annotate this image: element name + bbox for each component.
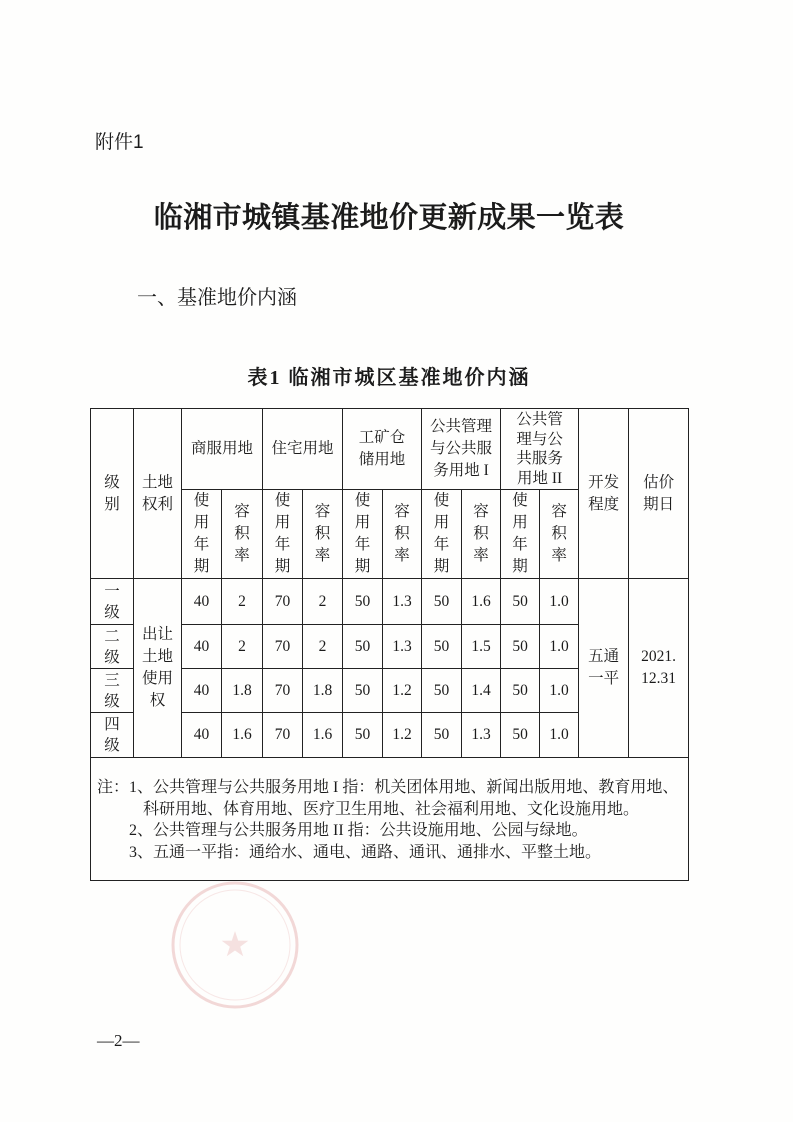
land-price-table — [90, 408, 689, 881]
level-cell: 四 级 — [91, 713, 134, 758]
level-cell: 二 级 — [91, 625, 134, 669]
table-caption: 表1 临湘市城区基准地价内涵 — [247, 367, 531, 389]
header-public-service-land-1: 公共管理 与公共服 务用地 I — [422, 409, 501, 490]
cell-public-2-years: 50 — [501, 579, 540, 625]
cell-industrial-far: 1.2 — [383, 713, 422, 758]
cell-commercial-far: 2 — [222, 625, 263, 669]
cell-public-2-far: 1.0 — [540, 579, 579, 625]
cell-public-2-far: 1.0 — [540, 625, 579, 669]
header-valuation-date: 估价 期日 — [629, 409, 689, 579]
table-notes — [91, 758, 689, 881]
cell-public-1-far: 1.5 — [462, 625, 501, 669]
level-cell: 三 级 — [91, 669, 134, 713]
cell-commercial-far: 2 — [222, 579, 263, 625]
subheader-industrial-far: 容 积 率 — [383, 490, 422, 579]
subheader-commercial-far: 容 积 率 — [222, 490, 263, 579]
cell-residential-years: 70 — [263, 669, 303, 713]
section-heading: 一、基准地价内涵 — [137, 287, 297, 309]
cell-public-2-far: 1.0 — [540, 713, 579, 758]
subheader-commercial-years: 使 用 年 期 — [182, 490, 222, 579]
cell-industrial-far: 1.2 — [383, 669, 422, 713]
cell-industrial-far: 1.3 — [383, 625, 422, 669]
subheader-public-2-years: 使 用 年 期 — [501, 490, 540, 579]
cell-public-2-years: 50 — [501, 669, 540, 713]
table-header-row — [91, 409, 689, 490]
land-right-cell: 出让 土地 使用 权 — [134, 579, 182, 758]
cell-residential-far: 1.6 — [303, 713, 343, 758]
cell-commercial-years: 40 — [182, 579, 222, 625]
cell-public-1-far: 1.6 — [462, 579, 501, 625]
header-industrial-storage-land: 工矿仓 储用地 — [343, 409, 422, 490]
header-residential-land: 住宅用地 — [263, 409, 343, 490]
note-line-3: 3、五通一平指：通给水、通电、通路、通讯、通排水、平整土地。 — [129, 844, 602, 862]
cell-public-2-years: 50 — [501, 625, 540, 669]
subheader-industrial-years: 使 用 年 期 — [343, 490, 383, 579]
cell-industrial-far: 1.3 — [383, 579, 422, 625]
land-price-table-container — [90, 408, 688, 881]
cell-residential-years: 70 — [263, 625, 303, 669]
subheader-public-2-far: 容 积 率 — [540, 490, 579, 579]
subheader-public-1-far: 容 积 率 — [462, 490, 501, 579]
page-number: —2— — [97, 1031, 140, 1050]
cell-public-1-far: 1.3 — [462, 713, 501, 758]
cell-public-1-years: 50 — [422, 669, 462, 713]
cell-residential-far: 1.8 — [303, 669, 343, 713]
table-notes-row — [91, 758, 689, 881]
subheader-residential-years: 使 用 年 期 — [263, 490, 303, 579]
official-seal — [145, 875, 325, 1015]
header-development-degree: 开发 程度 — [579, 409, 629, 579]
note-line-1-continued: 科研用地、体育用地、医疗卫生用地、社会福利用地、文化设施用地。 — [143, 800, 640, 818]
cell-public-1-years: 50 — [422, 625, 462, 669]
cell-public-1-years: 50 — [422, 579, 462, 625]
cell-public-1-far: 1.4 — [462, 669, 501, 713]
cell-public-2-years: 50 — [501, 713, 540, 758]
cell-public-2-far: 1.0 — [540, 669, 579, 713]
header-land-right: 土地 权利 — [134, 409, 182, 579]
table-row — [91, 579, 689, 625]
cell-commercial-years: 40 — [182, 625, 222, 669]
development-degree-cell: 五通 一平 — [579, 579, 629, 758]
header-commercial-land: 商服用地 — [182, 409, 263, 490]
cell-industrial-years: 50 — [343, 669, 383, 713]
cell-industrial-years: 50 — [343, 625, 383, 669]
cell-commercial-far: 1.8 — [222, 669, 263, 713]
cell-residential-years: 70 — [263, 579, 303, 625]
cell-public-1-years: 50 — [422, 713, 462, 758]
cell-residential-far: 2 — [303, 579, 343, 625]
note-line-1: 注：1、公共管理与公共服务用地 I 指：机关团体用地、新闻出版用地、教育用地、 — [97, 779, 679, 796]
cell-industrial-years: 50 — [343, 713, 383, 758]
subheader-residential-far: 容 积 率 — [303, 490, 343, 579]
header-level: 级 别 — [91, 409, 134, 579]
note-line-2: 2、公共管理与公共服务用地 II 指：公共设施用地、公园与绿地。 — [129, 822, 588, 840]
valuation-date-cell: 2021. 12.31 — [629, 579, 689, 758]
cell-industrial-years: 50 — [343, 579, 383, 625]
level-cell: 一 级 — [91, 579, 134, 625]
cell-commercial-years: 40 — [182, 669, 222, 713]
cell-commercial-far: 1.6 — [222, 713, 263, 758]
cell-residential-years: 70 — [263, 713, 303, 758]
subheader-public-1-years: 使 用 年 期 — [422, 490, 462, 579]
cell-residential-far: 2 — [303, 625, 343, 669]
header-public-service-land-2: 公共管 理与公 共服务 用地 II — [501, 409, 579, 490]
document-title: 临湘市城镇基准地价更新成果一览表 — [153, 202, 625, 234]
cell-commercial-years: 40 — [182, 713, 222, 758]
attachment-label: 附件1 — [95, 132, 144, 153]
